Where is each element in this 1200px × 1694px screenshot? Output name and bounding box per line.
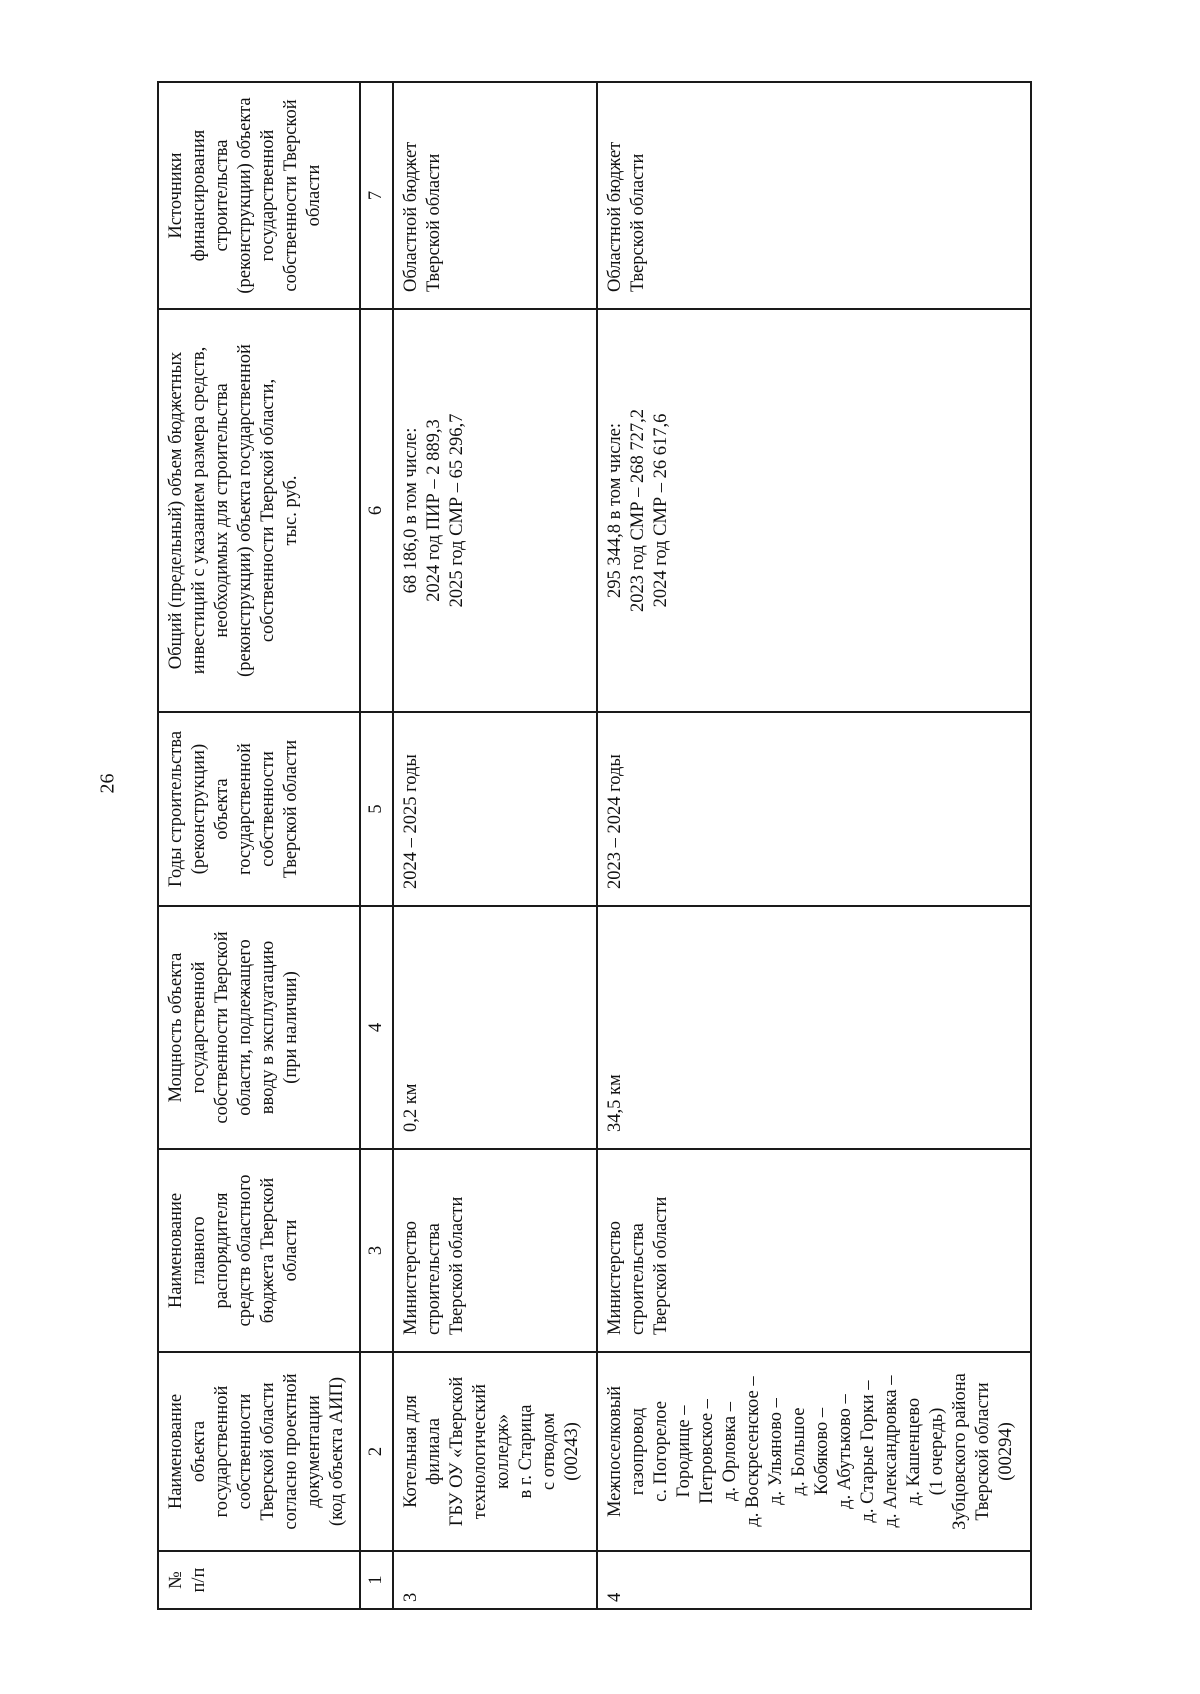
financing-source: Областной бюджет Тверской области	[597, 82, 1031, 309]
rotated-table-wrapper	[157, 83, 1030, 1610]
column-number: 5	[360, 712, 393, 906]
investment-volume: 295 344,8 в том числе: 2023 год СМР – 268 727,2 2024 год СМР – 26 617,6	[597, 309, 1031, 712]
investment-volume: 68 186,0 в том числе: 2024 год ПИР – 2 889,3 2025 год СМР – 65 296,7	[393, 309, 597, 712]
object-name: Котельная для филиала ГБУ ОУ «Тверской технологический колледж» в г. Старица с отводом (00243)	[393, 1352, 597, 1551]
row-number: 3	[393, 1551, 597, 1609]
header-object-name: Наименование объекта государственной собственности Тверской области согласно проектной документации (код объекта АИП)	[158, 1352, 360, 1551]
construction-years: 2024 – 2025 годы	[393, 712, 597, 906]
header-construction-years: Годы строительства (реконструкции) объекта государственной собственности Тверской области	[158, 712, 360, 906]
financing-source: Областной бюджет Тверской области	[393, 82, 597, 309]
header-investment-volume: Общий (предельный) объем бюджетных инвестиций с указанием размера средств, необходимых для строительства (реконструкции) объекта государственной собственности Тверской области, тыс. руб.	[158, 309, 360, 712]
header-financing-source: Источники финансирования строительства (реконструкции) объекта государственной собственности Тверской области	[158, 82, 360, 309]
table-row	[597, 82, 1031, 1609]
column-number: 1	[360, 1551, 393, 1609]
column-number: 6	[360, 309, 393, 712]
column-number: 4	[360, 906, 393, 1149]
column-number: 2	[360, 1352, 393, 1551]
page-number: 26	[96, 773, 119, 794]
budget-manager: Министерство строительства Тверской области	[393, 1149, 597, 1352]
header-capacity: Мощность объекта государственной собственности Тверской области, подлежащего вводу в эксплуатацию (при наличии)	[158, 906, 360, 1149]
construction-years: 2023 – 2024 годы	[597, 712, 1031, 906]
column-number-row	[360, 82, 393, 1609]
header-budget-manager: Наименование главного распорядителя средств областного бюджета Тверской области	[158, 1149, 360, 1352]
column-number: 7	[360, 82, 393, 309]
capacity: 0,2 км	[393, 906, 597, 1149]
capacity: 34,5 км	[597, 906, 1031, 1149]
header-number: № п/п	[158, 1551, 360, 1609]
column-number: 3	[360, 1149, 393, 1352]
object-name: Межпоселковый газопровод с. Погорелое Городище – Петровское – д. Орловка – д. Воскресенское – д. Ульяново – д. Большое Кобяково – д. Абутьково – д. Старые Горки – д. Александровка – д. Кашенцево (1 очередь) Зубцовского района Тверской области (00294)	[597, 1352, 1031, 1551]
investment-table	[157, 81, 1032, 1610]
table-header-row	[158, 82, 360, 1609]
table-row	[393, 82, 597, 1609]
row-number: 4	[597, 1551, 1031, 1609]
budget-manager: Министерство строительства Тверской области	[597, 1149, 1031, 1352]
